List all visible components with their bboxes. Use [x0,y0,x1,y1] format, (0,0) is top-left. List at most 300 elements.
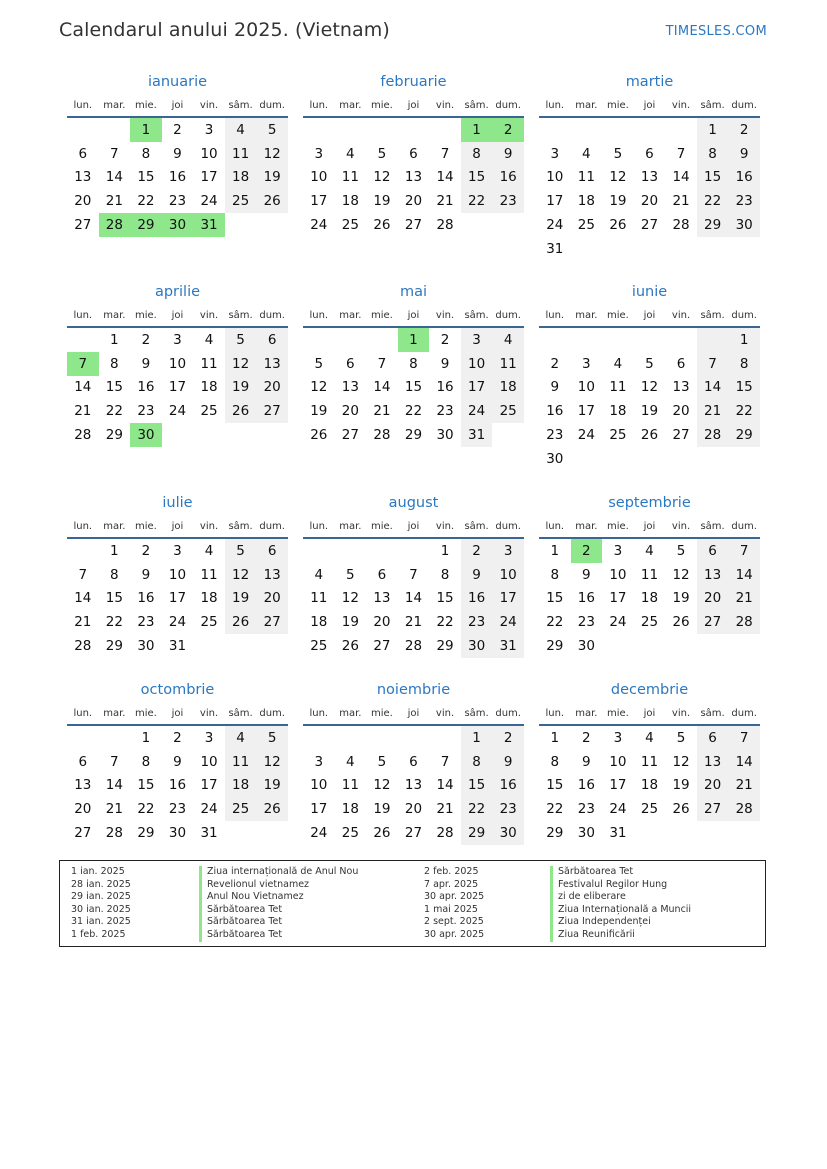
day-grid [67,539,288,658]
day-cell: 31 [609,825,627,842]
day-cell: 15 [105,590,123,607]
weekday-label: dum. [259,707,285,719]
day-cell: 8 [110,355,119,372]
weekday-header [67,304,288,328]
weekday-label: vin. [199,520,219,532]
day-cell: 19 [373,193,391,210]
day-cell: 28 [697,423,729,447]
legend-holiday-name: Revelionul vietnamez [199,879,358,892]
day-cell: 22 [436,614,454,631]
day-cell: 11 [609,379,627,396]
weekday-header [67,515,288,539]
month-name: iunie [631,284,668,300]
day-cell: 22 [728,399,760,423]
day-cell: 3 [173,542,182,559]
weekday-label: mar. [339,707,362,719]
day-cell: 31 [546,240,564,257]
month-name: ianuarie [147,74,208,90]
weekday-label: mie. [370,707,393,719]
month-noiembrie [303,680,524,845]
day-cell: 18 [492,376,524,400]
day-cell: 13 [74,169,92,186]
empty-cell [697,328,729,352]
weekday-header [303,702,524,726]
day-cell: 28 [672,217,690,234]
day-cell: 7 [697,352,729,376]
empty-cell [398,118,430,142]
day-cell: 19 [256,166,288,190]
day-cell: 8 [550,753,560,770]
day-cell: 1 [697,118,729,142]
weekday-label: sâm. [464,520,489,532]
day-cell: 26 [256,189,288,213]
day-cell: 18 [609,403,627,420]
day-cell: 11 [341,169,359,186]
weekday-label: dum. [731,99,757,111]
day-cell: 12 [373,777,391,794]
day-cell: 16 [168,777,187,794]
day-cell: 7 [110,145,119,162]
day-cell: 5 [314,355,324,372]
day-cell: 20 [256,376,288,400]
weekday-label: lun. [545,99,565,111]
day-cell: 27 [697,797,729,821]
month-name: august [388,495,439,511]
legend-date: 28 ian. 2025 [71,878,131,890]
day-cell: 31 [461,423,493,447]
day-cell: 10 [200,145,218,162]
empty-cell [429,118,461,142]
day-cell: 2 [582,729,591,746]
empty-cell [303,726,335,750]
day-cell: 23 [461,610,493,634]
holiday-day-cell: 31 [193,213,225,237]
day-cell: 15 [137,169,155,186]
weekday-label: joi [171,707,184,719]
day-cell: 14 [404,590,423,607]
empty-cell [67,539,99,563]
empty-cell [429,726,461,750]
day-cell: 1 [550,729,560,746]
day-cell: 12 [310,379,328,396]
weekday-label: joi [407,520,420,532]
day-cell: 6 [409,753,418,770]
day-cell: 14 [728,563,760,587]
day-cell: 14 [436,169,454,186]
day-cell: 24 [200,801,218,818]
day-cell: 25 [225,189,257,213]
weekday-label: vin. [199,707,219,719]
empty-cell [335,118,367,142]
weekday-label: dum. [259,99,285,111]
weekday-label: vin. [671,707,691,719]
holiday-day-cell: 29 [130,213,162,237]
empty-cell [335,539,367,563]
day-cell: 24 [310,217,328,234]
day-cell: 1 [141,729,151,746]
day-cell: 18 [640,777,659,794]
weekday-label: dum. [495,99,521,111]
day-cell: 7 [110,753,119,770]
day-cell: 10 [310,777,328,794]
weekday-label: sâm. [700,707,725,719]
day-cell: 11 [200,355,218,372]
empty-cell [303,118,335,142]
day-cell: 28 [105,825,123,842]
day-cell: 19 [640,403,659,420]
weekday-label: joi [407,99,420,111]
weekday-label: mar. [103,309,126,321]
day-cell: 18 [200,379,218,396]
day-cell: 25 [640,801,659,818]
month-name: septembrie [608,495,691,511]
day-cell: 11 [640,566,659,583]
day-cell: 26 [609,217,627,234]
day-cell: 26 [341,638,359,655]
day-cell: 4 [613,355,623,372]
day-cell: 22 [137,193,155,210]
weekday-label: sâm. [464,309,489,321]
month-februarie [303,72,524,237]
weekday-label: lun. [309,309,329,321]
day-cell: 30 [577,638,595,655]
weekday-label: vin. [671,99,691,111]
day-cell: 13 [404,777,423,794]
day-cell: 9 [141,355,151,372]
day-cell: 20 [672,403,690,420]
day-cell: 12 [225,563,257,587]
day-cell: 13 [74,777,92,794]
day-grid [67,726,288,845]
day-cell: 29 [105,427,123,444]
day-cell: 27 [404,825,423,842]
day-cell: 1 [728,328,760,352]
day-grid [67,118,288,237]
empty-cell [366,726,398,750]
day-cell: 15 [697,166,729,190]
day-cell: 6 [377,566,387,583]
page-title: Calendarul anului 2025. (Vietnam) [59,19,390,41]
weekday-label: joi [171,520,184,532]
day-cell: 27 [373,638,391,655]
day-cell: 3 [550,145,560,162]
weekday-header [303,515,524,539]
empty-cell [571,328,603,352]
weekday-label: lun. [309,707,329,719]
weekday-header [67,94,288,118]
day-cell: 5 [377,145,387,162]
day-cell: 26 [373,217,391,234]
legend-date: 29 ian. 2025 [71,891,131,903]
empty-cell [99,726,131,750]
day-cell: 23 [436,403,454,420]
day-cell: 11 [577,169,595,186]
day-cell: 21 [404,614,423,631]
day-cell: 2 [141,331,151,348]
day-cell: 10 [577,379,595,396]
day-cell: 26 [672,614,690,631]
day-cell: 26 [256,797,288,821]
day-cell: 2 [728,118,760,142]
legend-holiday-name: Sărbătoarea Tet [199,904,358,917]
day-cell: 28 [728,610,760,634]
legend-holiday-name: Festivalul Regilor Hung [550,879,691,892]
day-cell: 2 [492,726,524,750]
day-cell: 21 [436,193,454,210]
day-cell: 2 [440,331,450,348]
day-cell: 15 [461,166,493,190]
month-name: decembrie [610,682,689,698]
weekday-label: vin. [435,99,455,111]
day-cell: 24 [609,614,627,631]
month-octombrie [67,680,288,845]
day-cell: 21 [74,403,92,420]
day-cell: 15 [436,590,454,607]
weekday-label: mar. [575,309,598,321]
weekday-label: vin. [199,99,219,111]
day-cell: 26 [225,399,257,423]
day-cell: 16 [461,587,493,611]
day-cell: 27 [640,217,659,234]
day-cell: 9 [173,145,182,162]
day-cell: 8 [461,142,493,166]
day-cell: 21 [672,193,690,210]
day-cell: 6 [697,539,729,563]
empty-cell [335,328,367,352]
day-cell: 9 [173,753,182,770]
day-cell: 12 [672,753,690,770]
day-cell: 15 [728,376,760,400]
day-cell: 3 [173,331,182,348]
day-cell: 3 [613,542,623,559]
day-cell: 13 [697,563,729,587]
day-cell: 12 [672,566,690,583]
weekday-label: joi [643,520,656,532]
day-cell: 19 [672,590,690,607]
month-name: aprilie [154,284,201,300]
day-cell: 17 [200,777,218,794]
day-cell: 30 [546,450,564,467]
day-grid [303,726,524,845]
legend-holiday-name: zi de eliberare [550,891,691,904]
day-cell: 14 [74,590,92,607]
weekday-label: joi [407,309,420,321]
day-cell: 26 [310,427,328,444]
day-cell: 30 [728,213,760,237]
day-cell: 9 [582,566,591,583]
day-cell: 5 [256,118,288,142]
day-cell: 23 [137,614,155,631]
day-cell: 28 [404,638,423,655]
day-cell: 26 [373,825,391,842]
day-cell: 30 [168,825,187,842]
weekday-label: joi [407,707,420,719]
day-cell: 21 [105,193,123,210]
day-cell: 17 [609,777,627,794]
day-cell: 18 [640,590,659,607]
day-cell: 10 [609,566,627,583]
day-cell: 18 [341,193,359,210]
legend-date: 7 apr. 2025 [424,878,479,890]
day-cell: 27 [341,427,359,444]
day-cell: 7 [409,566,418,583]
day-cell: 29 [137,825,155,842]
day-cell: 3 [613,729,623,746]
day-cell: 29 [404,427,423,444]
day-cell: 6 [78,145,88,162]
day-cell: 23 [577,801,595,818]
day-cell: 14 [672,169,690,186]
day-cell: 11 [200,566,218,583]
day-cell: 19 [225,376,257,400]
legend-date: 2 sept. 2025 [424,916,484,928]
weekday-label: mar. [575,99,598,111]
day-cell: 13 [373,590,391,607]
day-cell: 20 [256,587,288,611]
day-cell: 4 [225,118,257,142]
day-cell: 16 [137,379,155,396]
brand-link[interactable]: TIMESLES.COM [665,24,767,39]
weekday-label: lun. [545,520,565,532]
day-cell: 21 [728,774,760,798]
day-grid [539,118,760,261]
empty-cell [67,118,99,142]
day-cell: 12 [256,750,288,774]
day-cell: 29 [697,213,729,237]
weekday-label: dum. [731,309,757,321]
day-cell: 15 [461,774,493,798]
day-cell: 24 [609,801,627,818]
day-cell: 17 [200,169,218,186]
day-cell: 25 [609,427,627,444]
weekday-label: mie. [606,99,629,111]
day-cell: 29 [546,825,564,842]
day-cell: 25 [341,825,359,842]
day-cell: 8 [461,750,493,774]
day-cell: 16 [436,379,454,396]
day-cell: 9 [728,142,760,166]
day-cell: 30 [461,634,493,658]
day-cell: 22 [546,614,564,631]
day-cell: 3 [492,539,524,563]
day-cell: 10 [492,563,524,587]
day-cell: 23 [492,189,524,213]
day-cell: 9 [550,379,560,396]
day-cell: 14 [697,376,729,400]
weekday-header [539,702,760,726]
legend-holiday-name: Ziua internațională de Anul Nou [199,866,358,879]
day-cell: 15 [137,777,155,794]
weekday-label: joi [171,99,184,111]
day-cell: 24 [200,193,218,210]
weekday-header [539,304,760,328]
day-cell: 22 [461,189,493,213]
legend-right-dates [424,866,484,942]
day-cell: 28 [74,638,92,655]
day-cell: 20 [74,801,92,818]
weekday-label: mie. [606,520,629,532]
weekday-label: lun. [309,520,329,532]
day-cell: 4 [582,145,591,162]
day-cell: 13 [256,563,288,587]
day-cell: 29 [436,638,454,655]
day-cell: 17 [310,801,328,818]
weekday-label: sâm. [464,707,489,719]
day-cell: 11 [310,590,328,607]
holiday-day-cell: 1 [130,118,162,142]
day-cell: 8 [728,352,760,376]
day-cell: 17 [546,193,564,210]
day-cell: 20 [341,403,359,420]
day-cell: 27 [256,610,288,634]
day-cell: 19 [310,403,328,420]
weekday-header [539,515,760,539]
day-cell: 18 [577,193,595,210]
day-cell: 4 [492,328,524,352]
day-cell: 12 [640,379,659,396]
day-cell: 3 [204,729,214,746]
day-cell: 4 [204,542,214,559]
day-cell: 20 [373,614,391,631]
day-cell: 22 [105,614,123,631]
month-august [303,493,524,658]
day-cell: 16 [137,590,155,607]
weekday-label: lun. [73,707,93,719]
day-cell: 15 [546,777,564,794]
day-cell: 1 [461,726,493,750]
weekday-label: mar. [103,520,126,532]
legend-date: 30 apr. 2025 [424,891,485,903]
day-cell: 7 [728,726,760,750]
day-cell: 18 [341,801,359,818]
day-cell: 31 [492,634,524,658]
day-cell: 19 [341,614,359,631]
day-cell: 16 [168,169,187,186]
weekday-label: mie. [134,707,157,719]
day-cell: 12 [609,169,627,186]
day-cell: 28 [373,427,391,444]
day-cell: 9 [492,142,524,166]
day-cell: 11 [640,753,659,770]
day-cell: 13 [256,352,288,376]
day-cell: 9 [440,355,450,372]
month-mai [303,282,524,447]
legend-right-names [550,866,691,942]
day-cell: 27 [256,399,288,423]
day-cell: 17 [577,403,595,420]
day-cell: 25 [492,399,524,423]
day-cell: 24 [461,399,493,423]
weekday-label: sâm. [700,99,725,111]
day-cell: 14 [105,777,123,794]
day-cell: 19 [609,193,627,210]
day-grid [539,328,760,471]
day-cell: 9 [141,566,151,583]
day-cell: 5 [676,542,686,559]
day-grid [303,118,524,237]
day-cell: 23 [577,614,595,631]
day-cell: 20 [74,193,92,210]
day-cell: 18 [225,166,257,190]
holiday-legend [59,860,766,947]
day-cell: 6 [346,355,355,372]
day-cell: 12 [225,352,257,376]
day-cell: 22 [404,403,423,420]
holiday-day-cell: 1 [461,118,493,142]
day-cell: 25 [341,217,359,234]
day-grid [67,328,288,447]
weekday-label: mar. [575,707,598,719]
